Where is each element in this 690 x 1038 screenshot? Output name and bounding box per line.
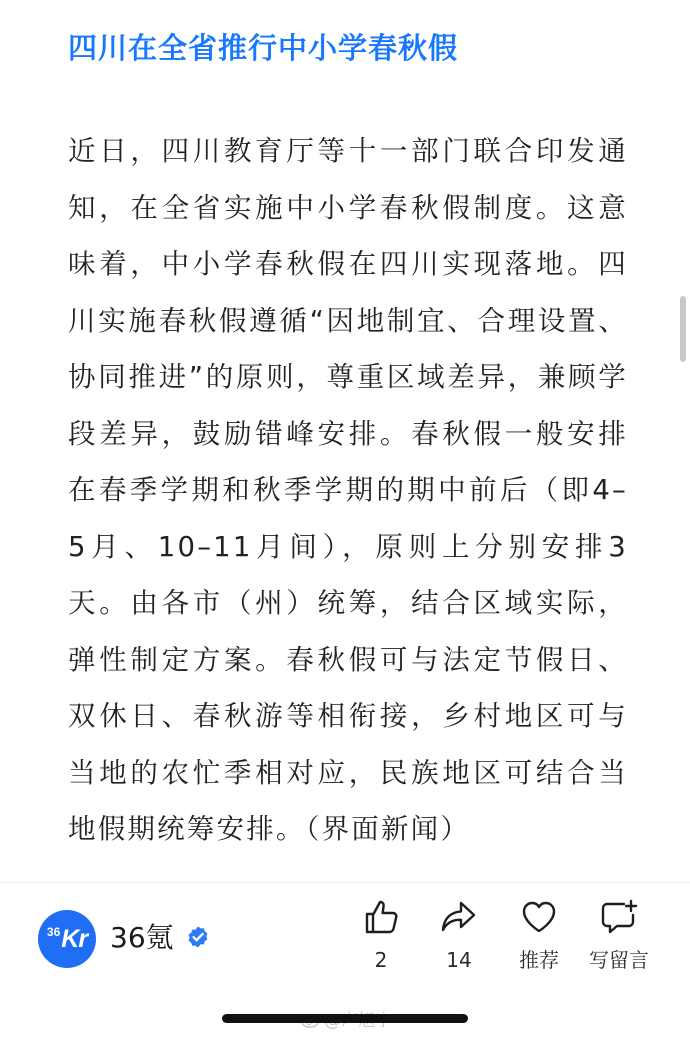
heart-icon xyxy=(519,897,559,937)
like-count: 2 xyxy=(374,948,388,972)
write-comment-label: 写留言 xyxy=(589,948,649,972)
comment-plus-icon xyxy=(599,897,639,937)
account-avatar[interactable] xyxy=(38,910,96,968)
share-button[interactable] xyxy=(414,897,504,997)
avatar-logo-letters: Kr xyxy=(61,924,88,953)
account-name[interactable]: 36氪 xyxy=(110,921,174,954)
article-title: 四川在全省推行中小学春秋假 xyxy=(68,31,459,65)
scrollbar-thumb[interactable] xyxy=(680,296,686,362)
avatar-logo-number: 36 xyxy=(46,925,61,939)
recommend-button[interactable] xyxy=(494,897,584,997)
verified-badge-icon xyxy=(186,925,210,949)
write-comment-button[interactable] xyxy=(574,897,664,997)
share-count: 14 xyxy=(446,948,472,972)
recommend-label: 推荐 xyxy=(519,948,559,972)
home-indicator[interactable] xyxy=(222,1014,468,1023)
article-body: 近日，四川教育厅等十一部门联合印发通知，在全省实施中小学春秋假制度。这意味着，中小学春秋假在四川实现落地。四川实施春秋假遵循“因地制宜、合理设置、协同推进”的原则，尊重区域差异，兼顾学段差异，鼓励错峰安排。春秋假一般安排在春季学期和秋季学期的期中前后（即4–5月、10–11月间），原则上分别安排3天。由各市（州）统筹，结合区域实际，弹性制定方案。春秋假可与法定节假日、双休日、春秋游等相衔接，乡村地区可与当地的农忙季相对应，民族地区可结合当地假期统筹安排。（界面新闻） xyxy=(68,135,628,845)
share-arrow-icon xyxy=(439,897,479,937)
thumbs-up-icon xyxy=(361,897,401,937)
like-button[interactable] xyxy=(336,897,426,997)
